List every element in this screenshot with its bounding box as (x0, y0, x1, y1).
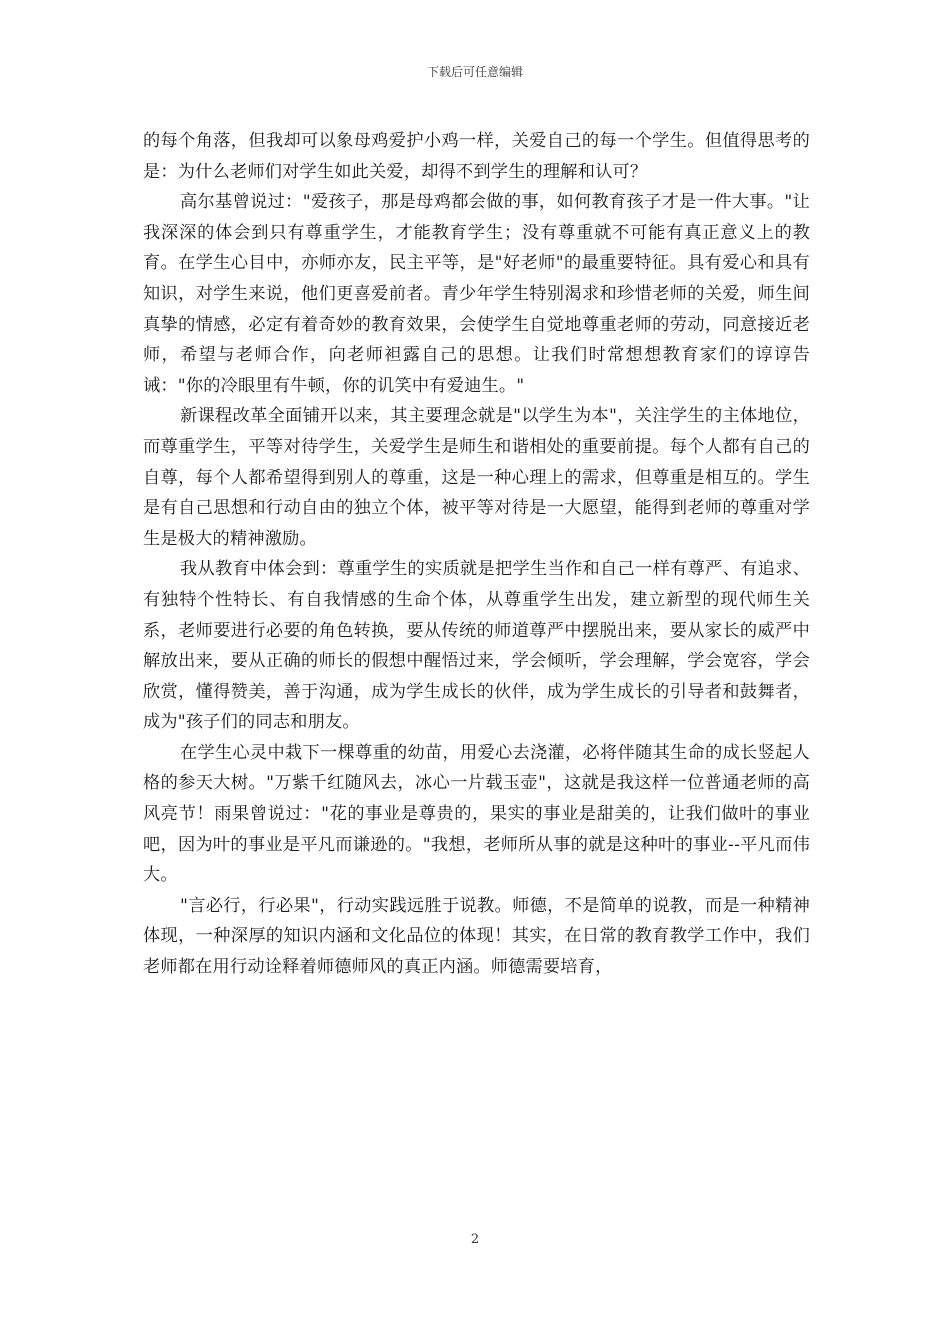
paragraph-gorky-quote: 高尔基曾说过："爱孩子，那是母鸡都会做的事，如何教育孩子才是一件大事。"让我深深的体会到只有尊重学生，才能教育学生；没有尊重就不可能有真正意义上的教育。在学生心目中，亦师亦友，民主平等，是"好老师"的最重要特征。具有爱心和具有知识，对学生来说，他们更喜爱前者。青少年学生特别渴求和珍惜老师的关爱，师生间真挚的情感，必定有着奇妙的教育效果，会使学生自觉地尊重老师的劳动，同意接近老师，希望与老师合作，向老师袒露自己的思想。让我们时常想想教育家们的谆谆告诫："你的冷眼里有牛顿，你的讥笑中有爱迪生。" (143, 192, 810, 396)
paragraph-seedling-of-respect: 在学生心灵中栽下一棵尊重的幼苗，用爱心去浇灌，必将伴随其生命的成长竖起人格的参天大树。"万紫千红随风去，冰心一片载玉壶"，这就是我这样一位普通老师的高风亮节！雨果曾说过："花的事业是尊贵的，果实的事业是甜美的，让我们做叶的事业吧，因为叶的事业是平凡而谦逊的。"我想，老师所从事的就是这种叶的事业--平凡而伟大。 (143, 742, 810, 886)
paragraph-continuation: 的每个角落，但我却可以象母鸡爱护小鸡一样，关爱自己的每一个学生。但值得思考的是：为什么老师们对学生如此关爱，却得不到学生的理解和认可？ (143, 131, 810, 182)
body-text (143, 126, 810, 983)
paragraph-respect-students: 我从教育中体会到：尊重学生的实质就是把学生当作和自己一样有尊严、有追求、有独特个性特长、有自我情感的生命个体，从尊重学生出发，建立新型的现代师生关系，老师要进行必要的角色转换，要从传统的师道尊严中摆脱出来，要从家长的威严中解放出来，要从正确的师长的假想中醒悟过来，学会倾听，学会理解，学会宽容，学会欣赏，懂得赞美，善于沟通，成为学生成长的伙伴，成为学生成长的引导者和鼓舞者，成为"孩子们的同志和朋友。 (143, 559, 810, 733)
paragraph-curriculum-reform: 新课程改革全面铺开以来，其主要理念就是"以学生为本"，关注学生的主体地位，而尊重学生，平等对待学生，关爱学生是师生和谐相处的重要前提。每个人都有自己的自尊，每个人都希望得到别人的尊重，这是一种心理上的需求，但尊重是相互的。学生是有自己思想和行动自由的独立个体，被平等对待是一大愿望，能得到老师的尊重对学生是极大的精神激励。 (143, 406, 810, 549)
page-number: 2 (470, 1232, 480, 1247)
paragraph-action-over-words: "言必行，行必果"，行动实践远胜于说教。师德，不是简单的说教，而是一种精神体现，一种深厚的知识内涵和文化品位的体现！其实，在日常的教育教学工作中，我们老师都在用行动诠释着师德师风的真正内涵。师德需要培育， (143, 895, 810, 978)
page-header: 下载后可任意编辑 (426, 65, 523, 79)
